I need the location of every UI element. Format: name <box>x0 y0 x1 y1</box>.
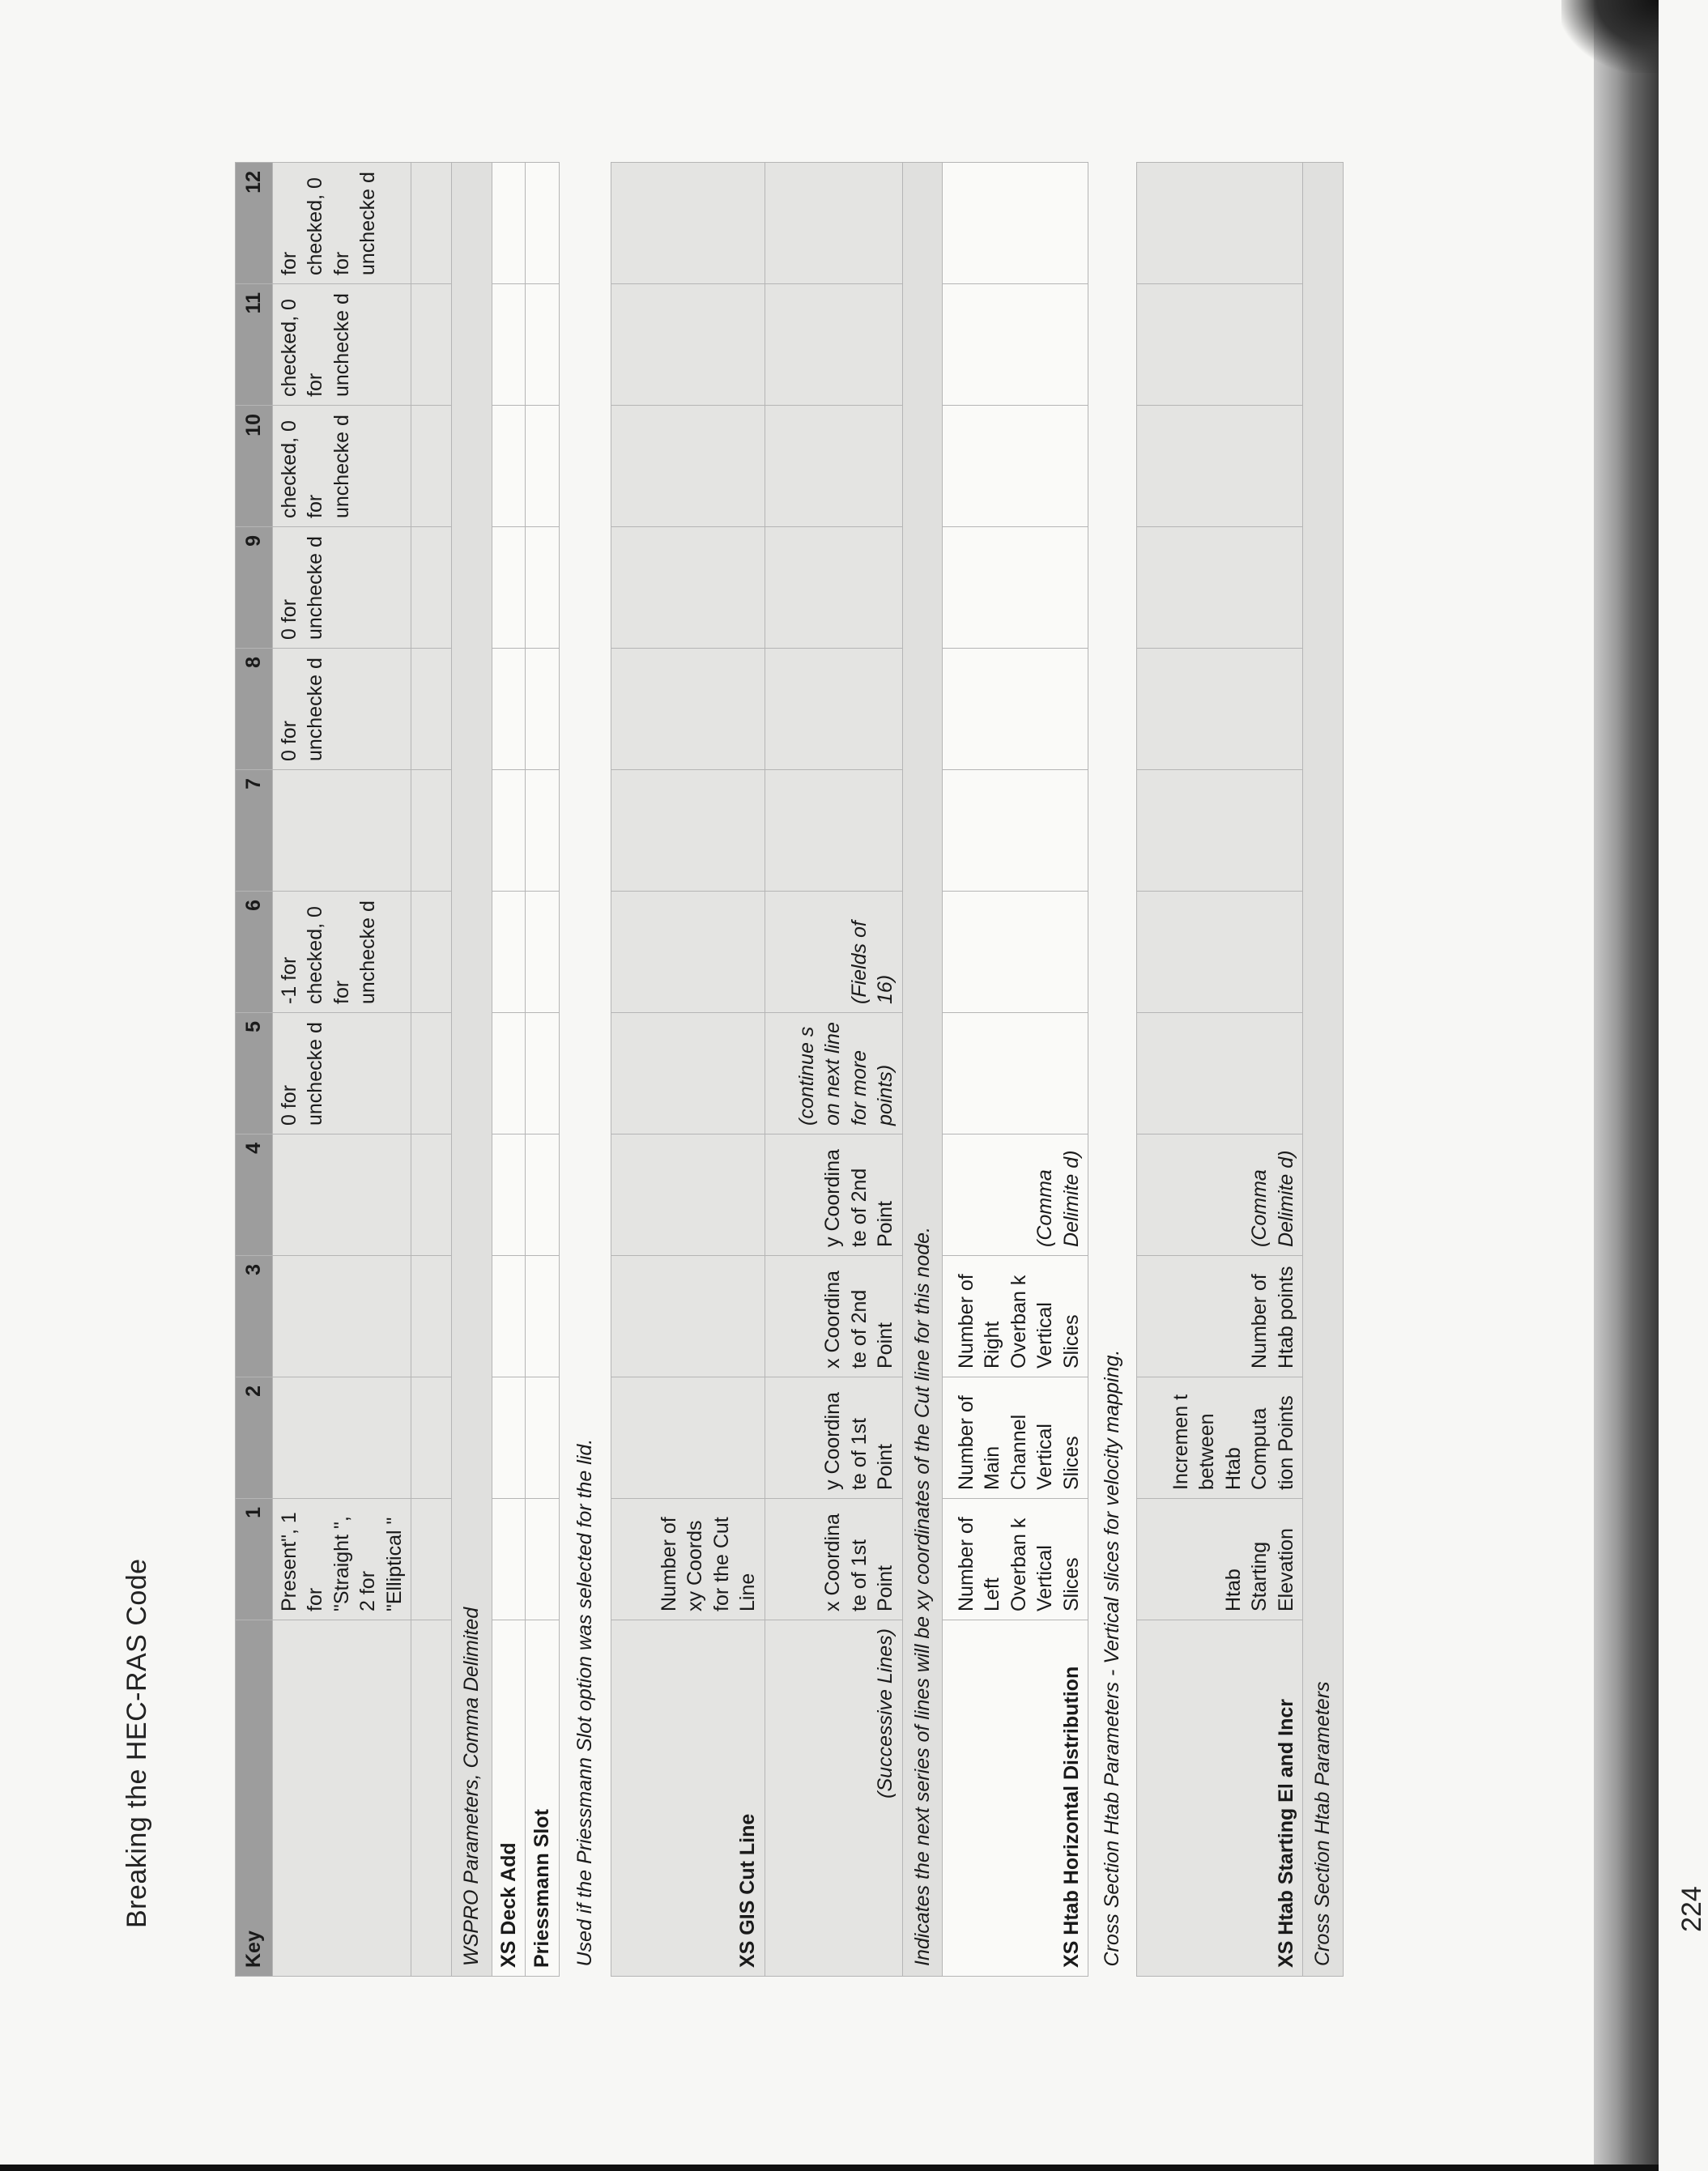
table-cell: Incremen t between Htab Computa tion Points <box>1137 1377 1303 1499</box>
table-cell <box>611 1134 765 1256</box>
table-cell <box>1137 892 1303 1013</box>
table-cell <box>765 163 902 284</box>
col-header: 11 <box>236 284 273 406</box>
table-cell <box>492 284 526 406</box>
priessmann-label: Priessmann Slot <box>526 1620 560 1977</box>
table-cell <box>943 770 1088 892</box>
gis-cut-line-label: XS GIS Cut Line <box>611 1620 765 1977</box>
table-cell <box>411 406 452 527</box>
col-header: 3 <box>236 1256 273 1377</box>
table-cell <box>1137 770 1303 892</box>
htab-horizontal-label: XS Htab Horizontal Distribution <box>943 1620 1088 1977</box>
table-cell <box>272 770 411 892</box>
table-cell <box>411 649 452 770</box>
table-cell <box>526 1499 560 1620</box>
table-cell <box>1137 284 1303 406</box>
deck-add-label: XS Deck Add <box>492 1620 526 1977</box>
table-cell <box>411 1256 452 1377</box>
table-row <box>272 163 411 1977</box>
note-row <box>1303 163 1344 1977</box>
table-cell <box>765 649 902 770</box>
col-header: 9 <box>236 527 273 649</box>
table-cell <box>611 163 765 284</box>
table-cell: Number of Right Overban k Vertical Slices <box>943 1256 1088 1377</box>
table-cell <box>411 1013 452 1134</box>
table-cell <box>526 649 560 770</box>
cutline-note: Indicates the next series of lines will be xy coordinates of the Cut line for this node. <box>902 163 943 1977</box>
table-cell <box>1137 649 1303 770</box>
table-cell <box>411 1134 452 1256</box>
table-cell: for checked, 0 for unchecke d <box>272 163 411 284</box>
table-cell: 0 for unchecke d <box>272 1013 411 1134</box>
note-row <box>902 163 943 1977</box>
table-cell <box>492 1013 526 1134</box>
table-cell <box>492 1499 526 1620</box>
table-cell <box>943 527 1088 649</box>
table-cell <box>492 892 526 1013</box>
table-cell: Present", 1 for "Straight ", 2 for "Elliptical " <box>272 1499 411 1620</box>
table-cell <box>943 1013 1088 1134</box>
table-cell <box>411 284 452 406</box>
table-cell <box>765 284 902 406</box>
table-row <box>492 163 526 1977</box>
table-cell <box>526 163 560 284</box>
col-header: 6 <box>236 892 273 1013</box>
table-cell: Number of Htab points <box>1137 1256 1303 1377</box>
table-cell <box>526 1377 560 1499</box>
table-cell <box>272 1134 411 1256</box>
table-cell <box>492 163 526 284</box>
table-cell: Number of xy Coords for the Cut Line <box>611 1499 765 1620</box>
table-cell <box>411 1620 452 1977</box>
table-row <box>526 163 560 1977</box>
table-cell <box>1137 1013 1303 1134</box>
table-cell <box>526 406 560 527</box>
table-cell: x Coordina te of 1st Point <box>765 1499 902 1620</box>
table-cell <box>411 892 452 1013</box>
table-cell <box>411 1499 452 1620</box>
table-cell <box>411 770 452 892</box>
table-cell <box>765 527 902 649</box>
table-cell <box>765 406 902 527</box>
table-cell <box>492 1377 526 1499</box>
table-cell <box>611 1256 765 1377</box>
table-cell: (Comma Delimite d) <box>1137 1134 1303 1256</box>
col-header: 8 <box>236 649 273 770</box>
table-cell <box>411 527 452 649</box>
table-cell <box>943 284 1088 406</box>
col-header: 5 <box>236 1013 273 1134</box>
table-cell <box>611 527 765 649</box>
table-cell: y Coordina te of 1st Point <box>765 1377 902 1499</box>
priessmann-note: Used if the Priessmann Slot option was selected for the lid. <box>559 163 611 1977</box>
wspro-note: WSPRO Parameters, Comma Delimited <box>452 163 492 1977</box>
table-cell: checked, 0 for unchecke d <box>272 284 411 406</box>
htab-starting-label: XS Htab Starting El and Incr <box>1137 1620 1303 1977</box>
table-cell: Number of Main Channel Vertical Slices <box>943 1377 1088 1499</box>
table-cell: -1 for checked, 0 for unchecke d <box>272 892 411 1013</box>
key-header: Key <box>236 1620 273 1977</box>
table-cell <box>272 1256 411 1377</box>
table-cell: checked, 0 for unchecke d <box>272 406 411 527</box>
table-cell <box>526 892 560 1013</box>
table-cell <box>1137 163 1303 284</box>
table-cell <box>1137 406 1303 527</box>
table-cell: x Coordina te of 2nd Point <box>765 1256 902 1377</box>
table-cell <box>611 284 765 406</box>
note-row <box>1088 163 1137 1977</box>
table-cell <box>526 1256 560 1377</box>
htab-starting-note: Cross Section Htab Parameters <box>1303 163 1344 1977</box>
hec-ras-key-table <box>235 162 1344 1977</box>
table-cell <box>611 1377 765 1499</box>
note-row <box>452 163 492 1977</box>
table-cell <box>611 406 765 527</box>
table-cell <box>943 649 1088 770</box>
table-cell: Number of Left Overban k Vertical Slices <box>943 1499 1088 1620</box>
page-number: 224 <box>1676 1886 1707 1932</box>
table-cell <box>272 1377 411 1499</box>
table-cell <box>943 406 1088 527</box>
table-cell: y Coordina te of 2nd Point <box>765 1134 902 1256</box>
table-row <box>943 163 1088 1977</box>
table-cell <box>526 284 560 406</box>
table-cell <box>611 1013 765 1134</box>
table-cell <box>1137 527 1303 649</box>
table-cell: (Fields of 16) <box>765 892 902 1013</box>
table-cell <box>411 1377 452 1499</box>
table-cell <box>492 406 526 527</box>
table-cell <box>611 649 765 770</box>
note-row <box>559 163 611 1977</box>
table-cell <box>492 527 526 649</box>
header-row <box>236 163 273 1977</box>
table-cell: 0 for unchecke d <box>272 649 411 770</box>
htab-horizontal-note: Cross Section Htab Parameters - Vertical slices for velocity mapping. <box>1088 163 1137 1977</box>
table-cell <box>943 163 1088 284</box>
table-cell <box>526 1134 560 1256</box>
table-cell <box>943 892 1088 1013</box>
table-cell <box>492 649 526 770</box>
table-cell <box>492 1134 526 1256</box>
table-row <box>411 163 452 1977</box>
table-cell <box>611 892 765 1013</box>
table-cell <box>526 770 560 892</box>
table-cell <box>526 1013 560 1134</box>
successive-lines-label: (Successive Lines) <box>765 1620 902 1977</box>
table-cell <box>765 770 902 892</box>
table-cell <box>611 770 765 892</box>
table-cell: Htab Starting Elevation <box>1137 1499 1303 1620</box>
table-cell <box>492 1256 526 1377</box>
running-title: Breaking the HEC-RAS Code <box>121 1558 152 1928</box>
table-cell: 0 for unchecke d <box>272 527 411 649</box>
col-header: 1 <box>236 1499 273 1620</box>
table-cell <box>272 1620 411 1977</box>
table-row <box>611 163 765 1977</box>
col-header: 2 <box>236 1377 273 1499</box>
col-header: 4 <box>236 1134 273 1256</box>
table-cell <box>526 527 560 649</box>
table-row <box>765 163 902 1977</box>
table-cell: (Comma Delimite d) <box>943 1134 1088 1256</box>
col-header: 12 <box>236 163 273 284</box>
col-header: 7 <box>236 770 273 892</box>
table-cell: (continue s on next line for more points) <box>765 1013 902 1134</box>
table-cell <box>411 163 452 284</box>
table-row <box>1137 163 1303 1977</box>
table-cell <box>492 770 526 892</box>
col-header: 10 <box>236 406 273 527</box>
